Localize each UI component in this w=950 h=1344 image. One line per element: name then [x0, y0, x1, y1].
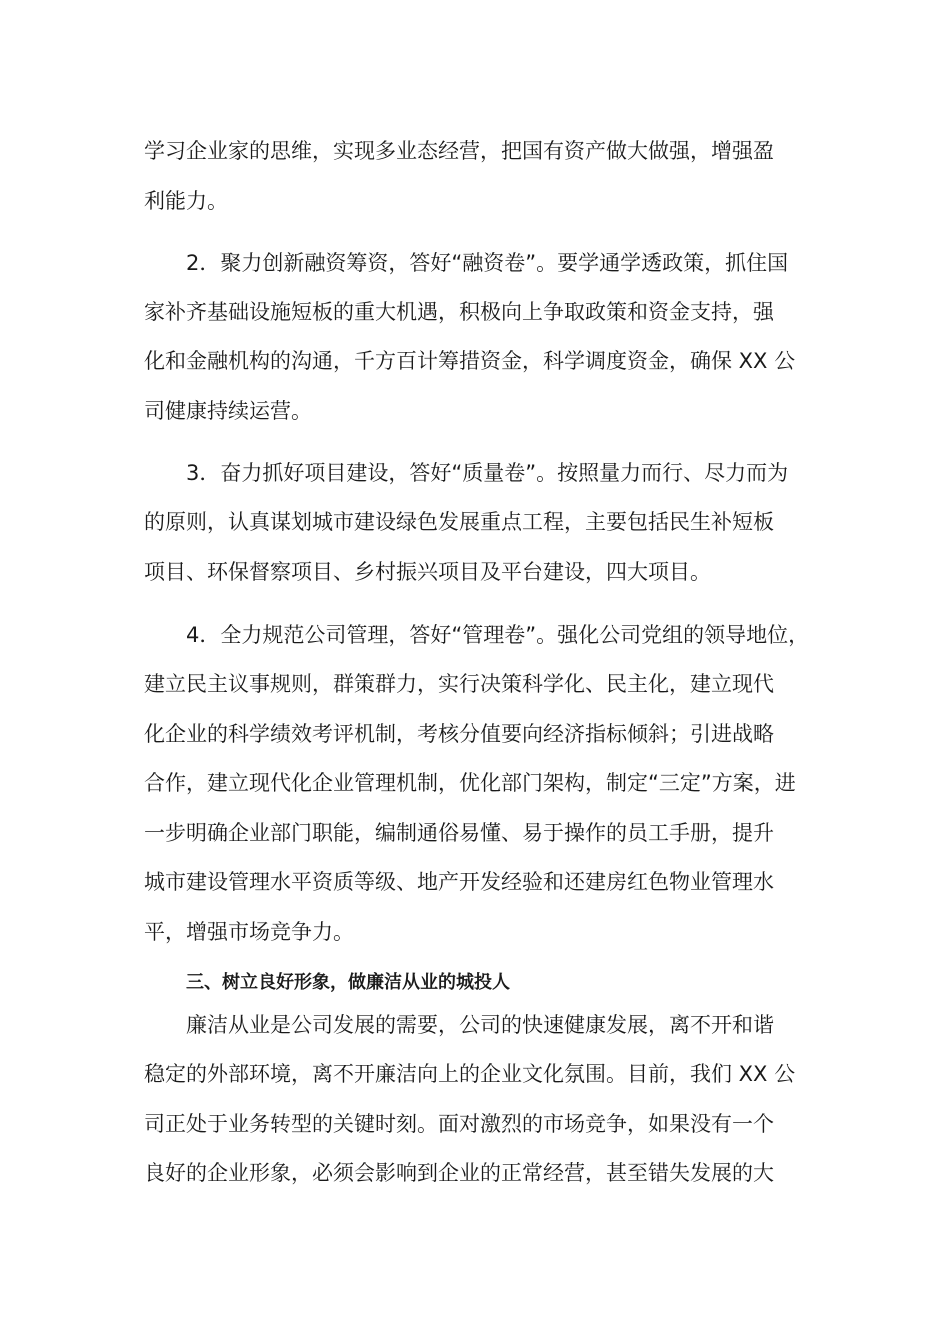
text-line: 一步明确企业部门职能，编制通俗易懂、易于操作的员工手册，提升	[144, 821, 774, 845]
text-line: 良好的企业形象，必须会影响到企业的正常经营，甚至错失发展的大	[144, 1161, 774, 1185]
paragraph-first-line: 廉洁从业是公司发展的需要，公司的快速健康发展，离不开和谐	[186, 1013, 774, 1037]
section-heading: 三、树立良好形象，做廉洁从业的城投人	[186, 972, 510, 993]
text-line: 平，增强市场竞争力。	[144, 920, 354, 944]
text-line: 建立民主议事规则，群策群力，实行决策科学化、民主化，建立现代	[144, 672, 774, 696]
text-line: 合作，建立现代化企业管理机制，优化部门架构，制定“三定”方案，进	[144, 771, 796, 795]
text-line: 城市建设管理水平资质等级、地产开发经验和还建房红色物业管理水	[144, 870, 774, 894]
paragraph-first-line: 2．聚力创新融资筹资，答好“融资卷”。要学通学透政策，抓住国	[186, 251, 789, 275]
text-line: 化和金融机构的沟通，千方百计筹措资金，科学调度资金，确保 XX 公	[144, 349, 796, 373]
text-line: 司健康持续运营。	[144, 399, 312, 423]
text-line: 化企业的科学绩效考评机制，考核分值要向经济指标倾斜；引进战略	[144, 722, 774, 746]
text-line: 学习企业家的思维，实现多业态经营，把国有资产做大做强，增强盈	[144, 139, 774, 163]
paragraph-first-line: 4．全力规范公司管理，答好“管理卷”。强化公司党组的领导地位，	[186, 623, 810, 647]
text-line: 家补齐基础设施短板的重大机遇，积极向上争取政策和资金支持，强	[144, 300, 774, 324]
paragraph-first-line: 3．奋力抓好项目建设，答好“质量卷”。按照量力而行、尽力而为	[186, 461, 789, 485]
text-line: 稳定的外部环境，离不开廉洁向上的企业文化氛围。目前，我们 XX 公	[144, 1062, 796, 1086]
text-line: 的原则，认真谋划城市建设绿色发展重点工程，主要包括民生补短板	[144, 510, 774, 534]
text-line: 利能力。	[144, 189, 228, 213]
text-line: 项目、环保督察项目、乡村振兴项目及平台建设，四大项目。	[144, 560, 711, 584]
text-line: 司正处于业务转型的关键时刻。面对激烈的市场竞争，如果没有一个	[144, 1112, 774, 1136]
